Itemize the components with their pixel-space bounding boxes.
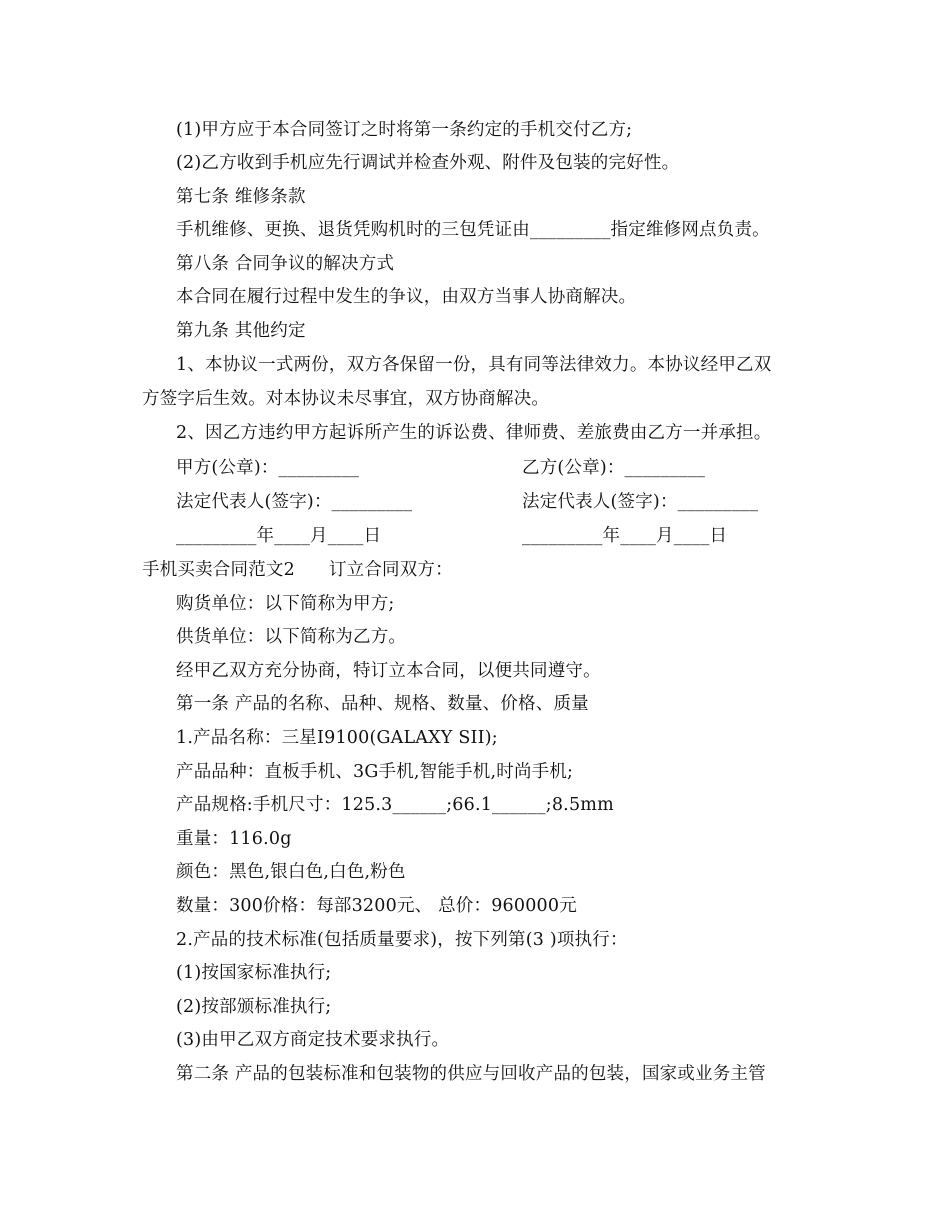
article-heading: 第九条 其他约定 (176, 321, 306, 341)
clause-line: 重量：116.0g (176, 829, 292, 849)
party-a-seal: 甲方(公章)：_________ (176, 458, 360, 478)
clause-line: (1)按国家标准执行; (176, 963, 332, 983)
article-heading: 第七条 维修条款 (176, 187, 306, 207)
clause-line: 数量：300价格：每部3200元、 总价：960000元 (176, 896, 577, 916)
clause-line: (2)乙方收到手机应先行调试并检查外观、附件及包装的完好性。 (176, 153, 680, 173)
clause-line: 本合同在履行过程中发生的争议，由双方当事人协商解决。 (176, 287, 637, 307)
article-heading: 第二条 产品的包装标准和包装物的供应与回收产品的包装，国家或业务主管 (176, 1064, 766, 1084)
clause-line: 购货单位：以下简称为甲方; (176, 594, 395, 614)
clause-line: 1、本协议一式两份，双方各保留一份，具有同等法律效力。本协议经甲乙双 (176, 355, 772, 375)
clause-line: 1.产品名称：三星I9100(GALAXY SII); (176, 728, 498, 748)
clause-line: (3)由甲乙双方商定技术要求执行。 (176, 1030, 450, 1050)
clause-line: 产品品种：直板手机、3G手机,智能手机,时尚手机; (176, 762, 574, 782)
party-b-date: _________年____月____日 (522, 526, 728, 546)
clause-line: 2、因乙方违约甲方起诉所产生的诉讼费、律师费、差旅费由乙方一并承担。 (176, 423, 772, 443)
section-title-line (142, 558, 453, 582)
clause-line: 颜色：黑色,银白色,白色,粉色 (176, 862, 406, 882)
clause-line: (2)按部颁标准执行; (176, 997, 332, 1017)
party-b-representative: 法定代表人(签字)：_________ (522, 492, 759, 512)
section-title: 手机买卖合同范文2 (142, 560, 295, 580)
article-heading: 第一条 产品的名称、品种、规格、数量、价格、质量 (176, 694, 589, 714)
article-heading: 第八条 合同争议的解决方式 (176, 254, 395, 274)
party-a-representative: 法定代表人(签字)：_________ (176, 492, 413, 512)
clause-line: 经甲乙双方充分协商，特订立本合同，以便共同遵守。 (176, 661, 601, 681)
clause-line: 供货单位：以下简称为乙方。 (176, 627, 407, 647)
clause-line: (1)甲方应于本合同签订之时将第一条约定的手机交付乙方; (176, 120, 633, 140)
section-subtitle: 订立合同双方： (328, 560, 453, 580)
clause-line: 2.产品的技术标准(包括质量要求)，按下列第(3 )项执行： (176, 930, 628, 950)
clause-line: 手机维修、更换、退货凭购机时的三包凭证由_________指定维修网点负责。 (176, 220, 770, 240)
clause-line: 方签字后生效。对本协议未尽事宜，双方协商解决。 (142, 389, 550, 409)
clause-line: 产品规格:手机尺寸：125.3______;66.1______;8.5mm (176, 795, 614, 815)
party-b-seal: 乙方(公章)：_________ (522, 458, 706, 478)
party-a-date: _________年____月____日 (176, 526, 382, 546)
